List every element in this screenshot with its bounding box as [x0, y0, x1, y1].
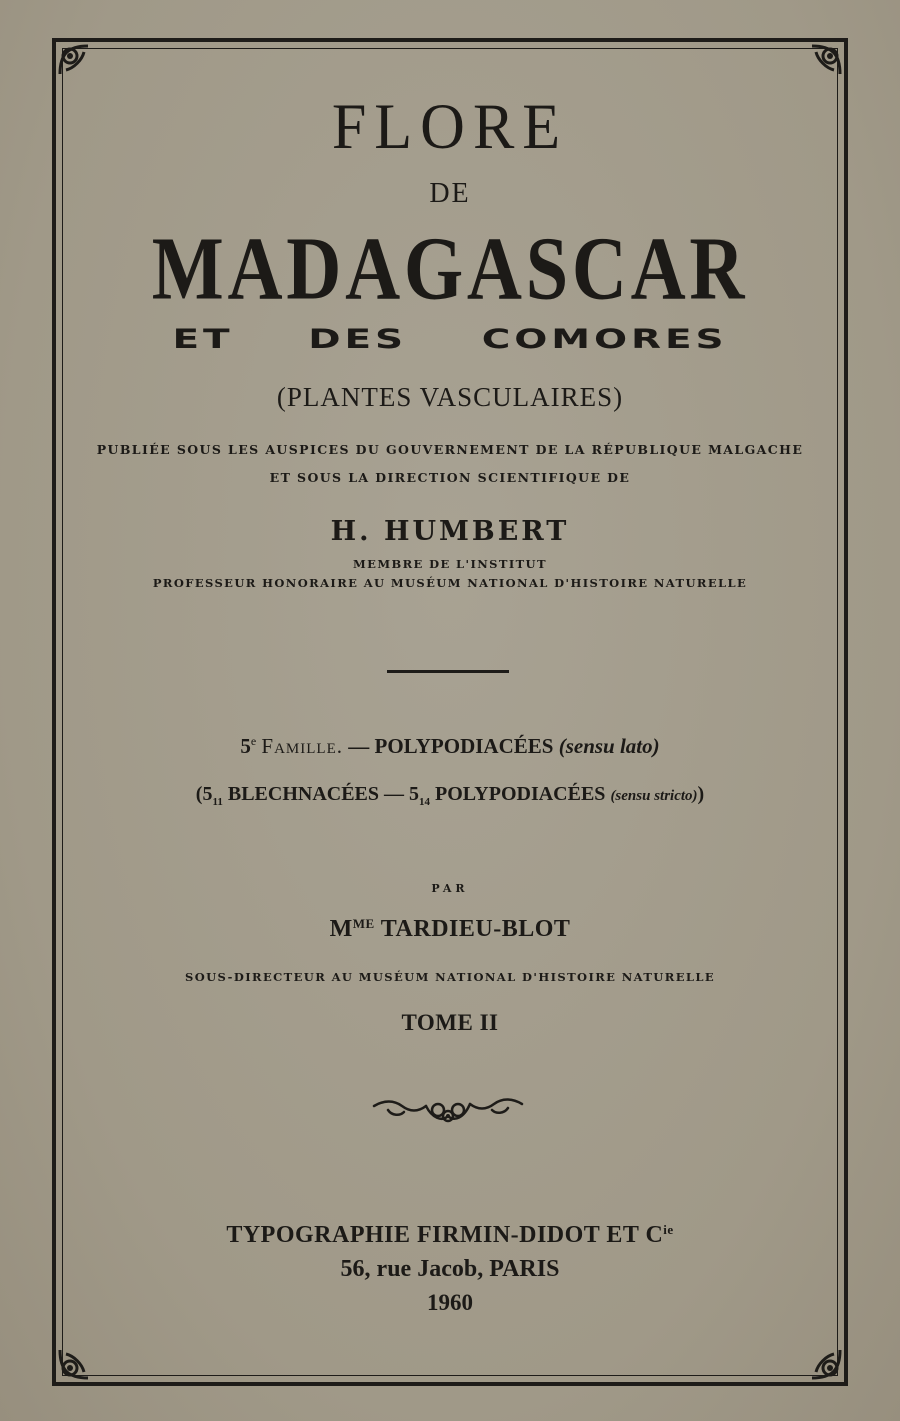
family-number: 5 — [240, 734, 251, 758]
subfamily-heading — [0, 783, 900, 808]
family-heading — [0, 734, 900, 759]
publisher-address: 56, rue Jacob, PARIS — [340, 1256, 560, 1282]
volume-label: TOME II — [401, 1010, 499, 1035]
publication-line-1: PUBLIÉE SOUS LES AUSPICES DU GOUVERNEMENT DE LA RÉPUBLIQUE MALGACHE — [96, 442, 804, 457]
author-prefix: M — [329, 916, 353, 942]
author-name — [0, 916, 900, 943]
title-madagascar: MADAGASCAR — [151, 218, 749, 319]
subfamily-close: ) — [697, 783, 705, 805]
title-comores: ET DES COMORES — [172, 323, 728, 356]
subfamily-open: (5 — [195, 783, 213, 805]
subfamily-dash: — — [384, 783, 405, 805]
title-de: DE — [429, 178, 471, 209]
subfamily-name1: BLECHNACÉES — [227, 783, 380, 805]
ornamental-corner-icon — [46, 1328, 110, 1392]
publisher-name — [0, 1222, 900, 1249]
ornamental-corner-icon — [790, 1328, 854, 1392]
ornamental-corner-icon — [790, 32, 854, 96]
director-role-2: PROFESSEUR HONORAIRE AU MUSÉUM NATIONAL D'HISTOIRE NATURELLE — [152, 576, 748, 590]
subtitle: (PLANTES VASCULAIRES) — [276, 382, 624, 412]
family-name: POLYPODIACÉES — [374, 734, 554, 758]
family-number-sup: e — [250, 734, 257, 748]
author-surname: TARDIEU-BLOT — [380, 916, 571, 942]
publisher-name-text: TYPOGRAPHIE FIRMIN-DIDOT ET C — [226, 1222, 664, 1248]
publication-year: 1960 — [427, 1290, 473, 1315]
title-flore: FLORE — [331, 91, 569, 163]
family-dash: — — [348, 734, 370, 758]
publisher-name-sup: ie — [663, 1222, 674, 1237]
subfamily-num2: 5 — [409, 783, 420, 805]
subfamily-name2: POLYPODIACÉES — [435, 783, 606, 805]
author-prefix-sup: ME — [352, 916, 375, 931]
family-qualifier: (sensu lato) — [558, 734, 660, 758]
scroll-ornament-icon — [370, 1090, 526, 1128]
author-role: SOUS-DIRECTEUR AU MUSÉUM NATIONAL D'HISTOIRE NATURELLE — [185, 970, 715, 984]
ornamental-corner-icon — [46, 32, 110, 96]
publication-line-2: ET SOUS LA DIRECTION SCIENTIFIQUE DE — [269, 470, 631, 485]
subfamily-sub1: 11 — [212, 796, 223, 808]
subfamily-sub2: 14 — [419, 796, 431, 808]
divider-rule — [387, 670, 509, 673]
family-label: Famille. — [261, 734, 344, 758]
director-name: H. HUMBERT — [330, 516, 570, 547]
subfamily-qualifier: (sensu stricto) — [610, 788, 698, 804]
director-role-1: MEMBRE DE L'INSTITUT — [353, 557, 547, 571]
by-label: PAR — [431, 882, 469, 895]
